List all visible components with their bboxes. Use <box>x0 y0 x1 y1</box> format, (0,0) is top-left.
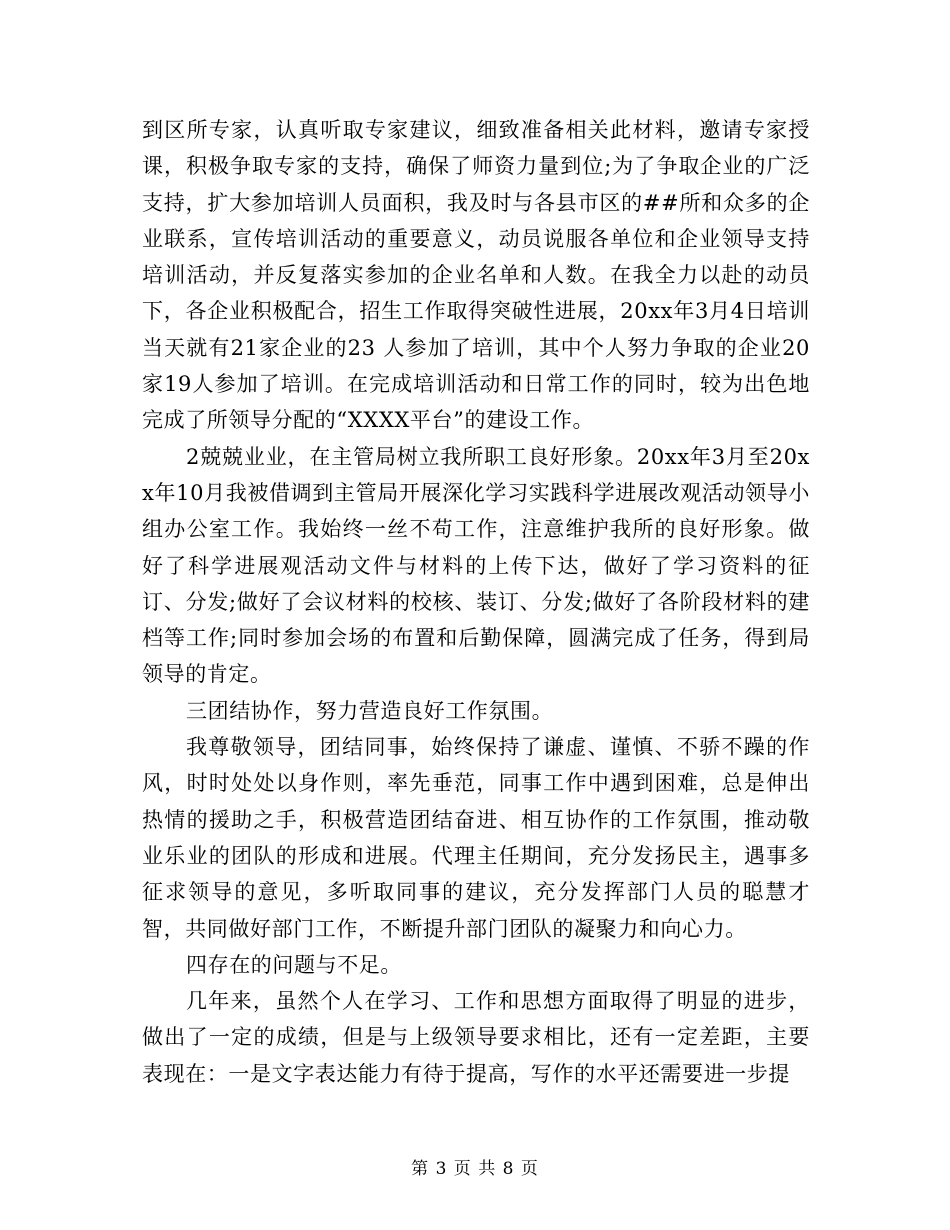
section-heading-3: 三团结协作，努力营造良好工作氛围。 <box>186 698 554 723</box>
paragraph-1: 到区所专家，认真听取专家建议，细致准备相关此材料，邀请专家授课，积极争取专家的支持，确保了师资力量到位;为了争取企业的广泛支持，扩大参加培训人员面积，我及时与各县市区的##所和众多的企业联系，宣传培训活动的重要意义，动员说服各单位和企业领导支持培训活动，并反复落实参加的企业名单和人数。在我全力以赴的动员下，各企业积极配合，招生工作取得突破性进展，20xx年3月4日培训当天就有21家企业的23 人参加了培训，其中个人努力争取的企业20家19人参加了培训。在完成培训活动和日常工作的同时，较为出色地完成了所领导分配的“XXXX平台”的建设工作。 <box>142 118 810 433</box>
paragraph-4: 我尊敬领导，团结同事，始终保持了谦虚、谨慎、不骄不躁的作风，时时处处以身作则，率先垂范，同事工作中遇到困难，总是伸出热情的援助之手，积极营造团结奋进、相互协作的工作氛围，推动敬业乐业的团队的形成和进展。代理主任期间，充分发扬民主，遇事多征求领导的意见，多听取同事的建议，充分发挥部门人员的聪慧才智，共同做好部门工作，不断提升部门团队的凝聚力和向心力。 <box>142 735 810 941</box>
document-body <box>142 112 810 1092</box>
page-number-footer: 第 3 页 共 8 页 <box>411 1159 539 1179</box>
section-heading-4: 四存在的问题与不足。 <box>186 952 402 977</box>
paragraph-2: 2兢兢业业，在主管局树立我所职工良好形象。20xx年3月至20xx年10月我被借调到主管局开展深化学习实践科学进展改观活动领导小组办公室工作。我始终一丝不苟工作，注意维护我所的良好形象。做好了科学进展观活动文件与材料的上传下达，做好了学习资料的征订、分发;做好了会议材料的校核、装订、分发;做好了各阶段材料的建档等工作;同时参加会场的布置和后勤保障，圆满完成了任务，得到局领导的肯定。 <box>142 444 810 687</box>
paragraph-6: 几年来，虽然个人在学习、工作和思想方面取得了明显的进步，做出了一定的成绩，但是与上级领导要求相比，还有一定差距，主要表现在：一是文字表达能力有待于提高，写作的水平还需要进一步提 <box>142 989 810 1086</box>
